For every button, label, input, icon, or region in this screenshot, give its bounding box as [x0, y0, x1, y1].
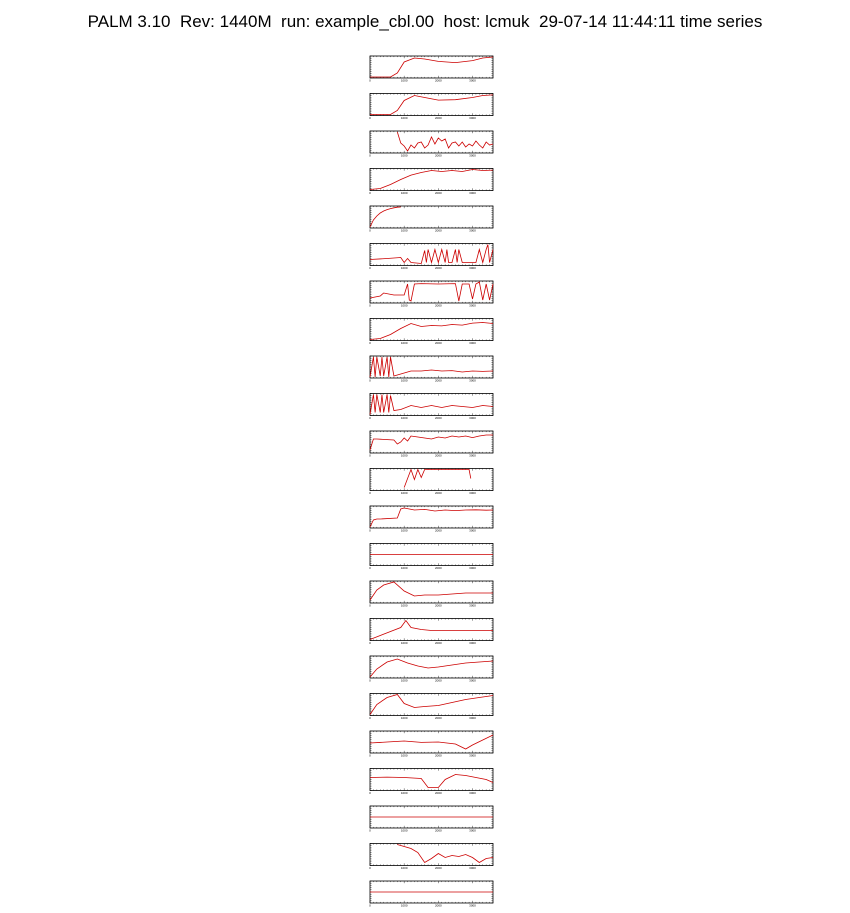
x-tick-label: 3000 — [469, 303, 476, 308]
x-tick-label: 0 — [369, 491, 371, 496]
series-line — [370, 621, 493, 640]
panel-19 — [369, 731, 493, 758]
panel-frame — [370, 656, 493, 678]
x-tick-label: 1000 — [400, 416, 408, 421]
x-tick-label: 2000 — [434, 453, 442, 458]
x-tick-label: 2000 — [434, 791, 442, 796]
x-tick-label: 1000 — [400, 528, 408, 533]
series-line — [397, 132, 493, 151]
x-tick-label: 2000 — [434, 78, 442, 83]
x-tick-label: 0 — [369, 378, 371, 383]
panel-22 — [369, 844, 493, 871]
x-tick-label: 1000 — [400, 866, 408, 871]
x-tick-label: 1000 — [400, 903, 408, 908]
x-tick-label: 0 — [369, 716, 371, 721]
x-tick-label: 0 — [369, 341, 371, 346]
panel-13 — [369, 506, 493, 533]
x-tick-label: 1000 — [400, 491, 408, 496]
x-tick-label: 2000 — [434, 566, 442, 571]
x-tick-label: 3000 — [469, 866, 476, 871]
panel-frame — [370, 506, 493, 528]
series-line — [370, 245, 493, 264]
x-tick-label: 0 — [369, 303, 371, 308]
x-tick-label: 2000 — [434, 416, 442, 421]
panel-15 — [369, 581, 493, 608]
x-tick-label: 2000 — [434, 678, 442, 683]
series-line — [370, 735, 493, 749]
x-tick-label: 0 — [369, 528, 371, 533]
series-line — [370, 357, 493, 377]
panel-6 — [369, 244, 493, 271]
panel-1 — [369, 56, 493, 83]
panel-21 — [369, 806, 493, 833]
x-tick-label: 1000 — [400, 603, 408, 608]
panel-frame — [370, 319, 493, 341]
panel-frame — [370, 844, 493, 866]
panel-frame — [370, 581, 493, 603]
x-tick-label: 3000 — [469, 453, 476, 458]
x-tick-label: 0 — [369, 266, 371, 271]
x-tick-label: 2000 — [434, 191, 442, 196]
x-tick-label: 0 — [369, 903, 371, 908]
panel-frame — [370, 131, 493, 153]
panel-5 — [369, 206, 493, 233]
x-tick-label: 2000 — [434, 828, 442, 833]
x-tick-label: 1000 — [400, 378, 408, 383]
panel-frame — [370, 619, 493, 641]
x-tick-label: 2000 — [434, 528, 442, 533]
x-tick-label: 2000 — [434, 866, 442, 871]
x-tick-label: 1000 — [400, 753, 408, 758]
x-tick-label: 0 — [369, 641, 371, 646]
x-tick-label: 3000 — [469, 903, 476, 908]
series-line — [370, 659, 493, 677]
x-tick-label: 1000 — [400, 228, 408, 233]
x-tick-label: 2000 — [434, 341, 442, 346]
x-tick-label: 0 — [369, 828, 371, 833]
x-tick-label: 3000 — [469, 266, 476, 271]
panel-2 — [369, 94, 493, 121]
x-tick-label: 3000 — [469, 191, 476, 196]
x-tick-label: 0 — [369, 866, 371, 871]
series-line — [370, 775, 493, 788]
series-line — [397, 845, 493, 863]
x-tick-label: 1000 — [400, 566, 408, 571]
x-tick-label: 3000 — [469, 716, 476, 721]
series-line — [370, 95, 493, 115]
series-line — [370, 170, 493, 190]
x-tick-label: 3000 — [469, 603, 476, 608]
x-tick-label: 2000 — [434, 641, 442, 646]
panel-frame — [370, 56, 493, 78]
x-tick-label: 3000 — [469, 341, 476, 346]
x-tick-label: 1000 — [400, 641, 408, 646]
x-tick-label: 1000 — [400, 453, 408, 458]
x-tick-label: 3000 — [469, 678, 476, 683]
series-line — [370, 508, 493, 527]
x-tick-label: 3000 — [469, 641, 476, 646]
series-line — [370, 435, 493, 450]
panel-10 — [369, 394, 493, 421]
x-tick-label: 2000 — [434, 116, 442, 121]
panel-18 — [369, 694, 493, 721]
x-tick-label: 2000 — [434, 228, 442, 233]
x-tick-label: 2000 — [434, 153, 442, 158]
panel-3 — [369, 131, 493, 158]
x-tick-label: 1000 — [400, 303, 408, 308]
panel-8 — [369, 319, 493, 346]
x-tick-label: 1000 — [400, 791, 408, 796]
x-tick-label: 3000 — [469, 753, 476, 758]
panel-frame — [370, 281, 493, 303]
x-tick-label: 2000 — [434, 716, 442, 721]
x-tick-label: 3000 — [469, 78, 476, 83]
x-tick-label: 2000 — [434, 603, 442, 608]
panel-14 — [369, 544, 493, 571]
x-tick-label: 0 — [369, 753, 371, 758]
x-tick-label: 3000 — [469, 791, 476, 796]
x-tick-label: 1000 — [400, 153, 408, 158]
x-tick-label: 3000 — [469, 116, 476, 121]
x-tick-label: 0 — [369, 153, 371, 158]
page-title: PALM 3.10 Rev: 1440M run: example_cbl.00 host: lcmuk 29-07-14 11:44:11 time series — [87, 12, 763, 31]
series-line — [370, 282, 493, 301]
panel-23 — [369, 881, 493, 908]
x-tick-label: 2000 — [434, 303, 442, 308]
x-tick-label: 1000 — [400, 341, 408, 346]
x-tick-label: 2000 — [434, 266, 442, 271]
x-tick-label: 3000 — [469, 228, 476, 233]
x-tick-label: 3000 — [469, 416, 476, 421]
x-tick-label: 0 — [369, 566, 371, 571]
x-tick-label: 3000 — [469, 828, 476, 833]
series-line — [370, 695, 493, 715]
x-tick-label: 1000 — [400, 716, 408, 721]
x-tick-label: 0 — [369, 78, 371, 83]
x-tick-label: 0 — [369, 228, 371, 233]
x-tick-label: 3000 — [469, 491, 476, 496]
series-line — [370, 395, 493, 415]
x-tick-label: 0 — [369, 678, 371, 683]
x-tick-label: 3000 — [469, 378, 476, 383]
x-tick-label: 1000 — [400, 78, 408, 83]
x-tick-label: 0 — [369, 453, 371, 458]
series-line — [370, 207, 401, 227]
x-tick-label: 1000 — [400, 678, 408, 683]
series-line — [404, 470, 471, 488]
x-tick-label: 1000 — [400, 266, 408, 271]
x-tick-label: 0 — [369, 603, 371, 608]
x-tick-label: 3000 — [469, 528, 476, 533]
x-tick-label: 0 — [369, 191, 371, 196]
panel-9 — [369, 356, 493, 383]
panel-12 — [369, 469, 493, 496]
x-tick-label: 0 — [369, 416, 371, 421]
panel-frame — [370, 431, 493, 453]
x-tick-label: 3000 — [469, 153, 476, 158]
series-line — [370, 582, 493, 600]
x-tick-label: 2000 — [434, 753, 442, 758]
panel-frame — [370, 169, 493, 191]
panel-20 — [369, 769, 493, 796]
series-line — [370, 323, 493, 340]
x-tick-label: 2000 — [434, 378, 442, 383]
series-line — [370, 57, 493, 77]
panel-17 — [369, 656, 493, 683]
x-tick-label: 0 — [369, 116, 371, 121]
panel-7 — [369, 281, 493, 308]
x-tick-label: 1000 — [400, 828, 408, 833]
x-tick-label: 1000 — [400, 191, 408, 196]
panel-frame — [370, 469, 493, 491]
panel-4 — [369, 169, 493, 196]
panel-16 — [369, 619, 493, 646]
x-tick-label: 2000 — [434, 903, 442, 908]
x-tick-label: 0 — [369, 791, 371, 796]
panel-11 — [369, 431, 493, 458]
x-tick-label: 2000 — [434, 491, 442, 496]
x-tick-label: 1000 — [400, 116, 408, 121]
x-tick-label: 3000 — [469, 566, 476, 571]
